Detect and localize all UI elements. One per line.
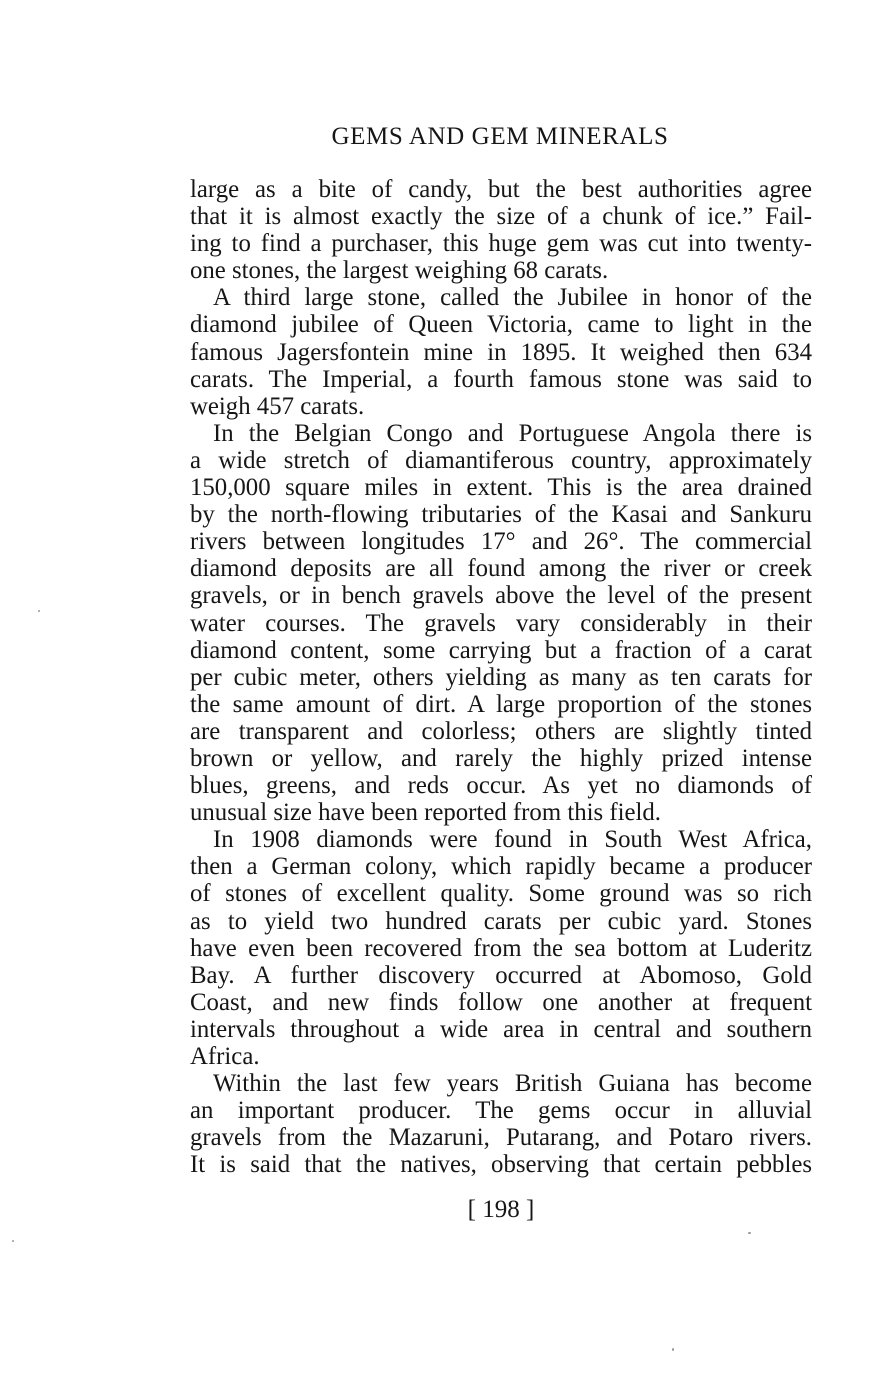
text-line: rivers between longitudes 17° and 26°. The commercial <box>190 528 812 556</box>
text-line: an important producer. The gems occur in alluvial <box>190 1097 812 1125</box>
text-line: large as a bite of candy, but the best authorities agree <box>190 176 812 203</box>
text-line: Africa. <box>190 1043 260 1070</box>
text-line: of stones of excellent quality. Some ground was so rich <box>190 880 812 908</box>
text-line: gravels from the Mazaruni, Putarang, and Potaro rivers. <box>190 1124 812 1152</box>
paper-speck <box>748 1232 751 1234</box>
text-line: as to yield two hundred carats per cubic yard. Stones <box>190 907 812 935</box>
text-line: carats. The Imperial, a fourth famous stone was said to <box>190 365 812 393</box>
text-line: then a German colony, which rapidly became a producer <box>190 853 812 881</box>
text-line: diamond deposits are all found among the river or creek <box>190 555 812 583</box>
text-line: diamond jubilee of Queen Victoria, came to light in the <box>190 311 812 339</box>
text-line: per cubic meter, others yielding as many as ten carats for <box>190 663 812 691</box>
text-line: In 1908 diamonds were found in South West Africa, <box>213 826 812 854</box>
paragraph <box>190 420 812 826</box>
paper-speck <box>12 1240 14 1242</box>
text-line: that it is almost exactly the size of a chunk of ice.” Fail- <box>190 203 812 231</box>
paragraph <box>190 176 812 284</box>
text-line: It is said that the natives, observing that certain pebbles <box>190 1151 812 1179</box>
text-line: ing to find a purchaser, this huge gem was cut into twenty- <box>190 230 812 258</box>
page-number: [ 198 ] <box>467 1196 535 1223</box>
text-line: are transparent and colorless; others are slightly tinted <box>190 717 812 745</box>
text-line: unusual size have been reported from this field. <box>190 799 661 827</box>
text-line: Bay. A further discovery occurred at Abomoso, Gold <box>190 961 812 989</box>
text-line: diamond content, some carrying but a fraction of a carat <box>190 636 812 664</box>
text-line: have even been recovered from the sea bottom at Luderitz <box>190 934 812 962</box>
text-line: A third large stone, called the Jubilee in honor of the <box>213 284 812 312</box>
running-head: GEMS AND GEM MINERALS <box>331 123 669 150</box>
text-line: gravels, or in bench gravels above the level of the present <box>190 582 812 610</box>
paper-speck <box>38 610 40 612</box>
body-text <box>190 176 812 1178</box>
text-line: intervals throughout a wide area in central and southern <box>190 1015 812 1043</box>
text-line: weigh 457 carats. <box>190 392 365 420</box>
text-line: famous Jagersfontein mine in 1895. It weighed then 634 <box>190 338 812 366</box>
text-line: blues, greens, and reds occur. As yet no diamonds of <box>190 772 812 800</box>
text-line: one stones, the largest weighing 68 carats. <box>190 257 609 285</box>
text-line: brown or yellow, and rarely the highly prized intense <box>190 744 812 772</box>
paper-speck <box>672 1348 674 1351</box>
text-line: the same amount of dirt. A large proportion of the stones <box>190 690 812 718</box>
text-line: Within the last few years British Guiana has become <box>213 1070 812 1098</box>
paragraph <box>190 1070 812 1178</box>
text-line: water courses. The gravels vary considerably in their <box>190 609 812 637</box>
text-line: 150,000 square miles in extent. This is the area drained <box>190 474 812 502</box>
paragraph <box>190 284 812 419</box>
paragraph <box>190 826 812 1070</box>
text-line: a wide stretch of diamantiferous country, approximately <box>190 446 812 474</box>
text-line: Coast, and new finds follow one another at frequent <box>190 988 812 1016</box>
text-line: In the Belgian Congo and Portuguese Angola there is <box>213 419 812 447</box>
text-line: by the north-flowing tributaries of the Kasai and Sankuru <box>190 501 812 529</box>
